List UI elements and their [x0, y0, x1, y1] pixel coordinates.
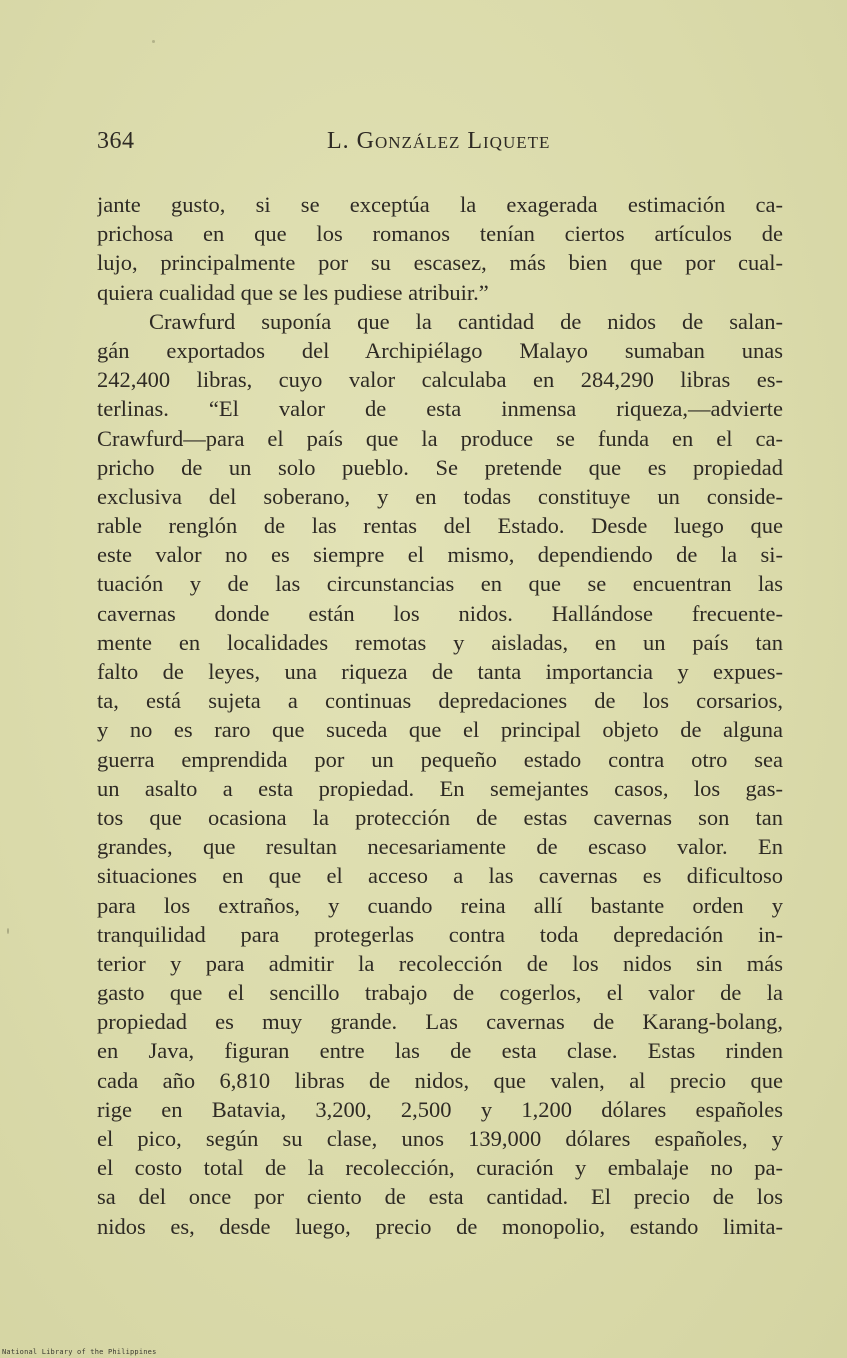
- text-line: cavernas donde están los nidos. Hallándose frecuente-: [97, 600, 783, 626]
- text-line: terior y para admitir la recolección de los nidos sin más: [97, 950, 783, 976]
- text-line: pricho de un solo pueblo. Se pretende que es propiedad: [97, 454, 783, 480]
- text-line: gasto que el sencillo trabajo de cogerlos, el valor de la: [97, 980, 783, 1006]
- text-line: propiedad es muy grande. Las cavernas de Karang-bolang,: [97, 1009, 783, 1035]
- text-line: gán exportados del Archipiélago Malayo sumaban unas: [97, 337, 783, 363]
- text-line: situaciones en que el acceso a las cavernas es dificultoso: [97, 863, 783, 889]
- text-line: terlinas. “El valor de esta inmensa riqueza,—advierte: [97, 396, 783, 422]
- body-text: [97, 190, 783, 1241]
- text-line: grandes, que resultan necesariamente de escaso valor. En: [97, 834, 783, 860]
- paper-speck: [152, 40, 155, 43]
- text-line: rige en Batavia, 3,200, 2,500 y 1,200 dólares españoles: [97, 1096, 783, 1122]
- text-line: tranquilidad para protegerlas contra toda depredación in-: [97, 921, 783, 947]
- text-line: lujo, principalmente por su escasez, más bien que por cual-: [97, 250, 783, 276]
- text-line: el costo total de la recolección, curación y embalaje no pa-: [97, 1155, 783, 1181]
- text-line: rable renglón de las rentas del Estado. Desde luego que: [97, 513, 783, 539]
- text-line: un asalto a esta propiedad. En semejantes casos, los gas-: [97, 775, 783, 801]
- text-line: Crawfurd suponía que la cantidad de nidos de salan-: [149, 308, 783, 334]
- running-head: L. González Liquete: [327, 128, 551, 154]
- text-line: falto de leyes, una riqueza de tanta importancia y expues-: [97, 659, 783, 684]
- text-line: y no es raro que suceda que el principal objeto de alguna: [97, 717, 783, 743]
- text-line: ta, está sujeta a continuas depredaciones de los corsarios,: [97, 688, 783, 714]
- text-line: quiera cualidad que se les pudiese atribuir.”: [97, 279, 489, 305]
- page-number: 364: [97, 128, 135, 154]
- text-line: este valor no es siempre el mismo, dependiendo de la si-: [97, 542, 783, 568]
- paper-speck: [7, 928, 9, 934]
- text-line: guerra emprendida por un pequeño estado contra otro sea: [97, 746, 783, 772]
- text-line: cada año 6,810 libras de nidos, que valen, al precio que: [97, 1067, 783, 1093]
- text-line: el pico, según su clase, unos 139,000 dólares españoles, y: [97, 1126, 783, 1151]
- library-credit: National Library of the Philippines: [2, 1348, 157, 1356]
- page-header: [97, 128, 787, 162]
- text-line: sa del once por ciento de esta cantidad. El precio de los: [97, 1184, 783, 1210]
- text-line: jante gusto, si se exceptúa la exagerada estimación ca-: [97, 192, 783, 217]
- text-line: en Java, figuran entre las de esta clase. Estas rinden: [97, 1038, 783, 1064]
- text-line: Crawfurd—para el país que la produce se funda en el ca-: [97, 425, 783, 451]
- text-line: tuación y de las circunstancias en que se encuentran las: [97, 571, 783, 597]
- text-line: nidos es, desde luego, precio de monopolio, estando limita-: [97, 1213, 783, 1239]
- text-line: mente en localidades remotas y aisladas, en un país tan: [97, 629, 783, 655]
- text-line: prichosa en que los romanos tenían ciertos artículos de: [97, 221, 783, 247]
- text-line: exclusiva del soberano, y en todas constituye un conside-: [97, 483, 783, 509]
- text-line: 242,400 libras, cuyo valor calculaba en 284,290 libras es-: [97, 367, 783, 393]
- text-line: para los extraños, y cuando reina allí bastante orden y: [97, 892, 783, 918]
- text-line: tos que ocasiona la protección de estas cavernas son tan: [97, 804, 783, 830]
